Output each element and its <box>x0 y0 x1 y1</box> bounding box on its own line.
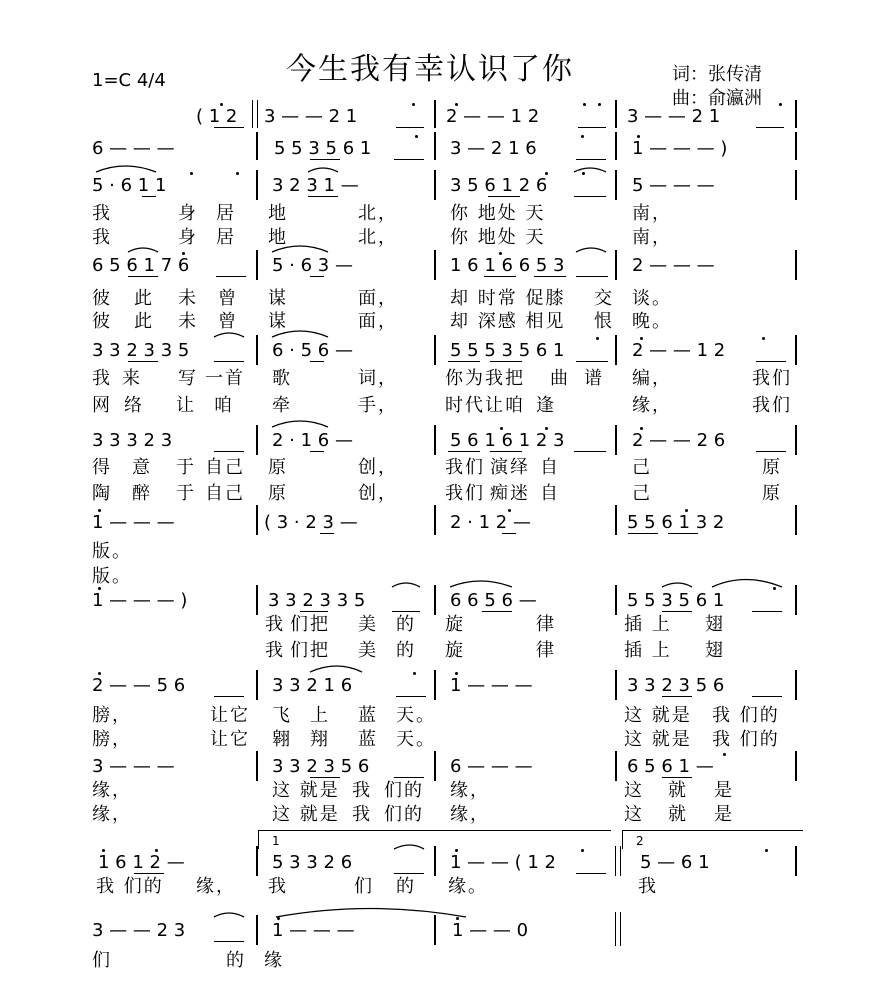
slur <box>272 331 328 337</box>
notes-s5-m3: 5 5 5 3 5 6 1 <box>450 340 565 361</box>
lyric: 律 <box>536 614 556 635</box>
lyric: 谱 <box>584 368 604 389</box>
lyric: 面， <box>358 311 398 332</box>
lyric: 你 地处 天 <box>450 203 546 224</box>
composer-credit: 曲：俞瀛洲 <box>672 88 762 109</box>
lyric: 自 <box>540 483 560 504</box>
notes-s6-m2: 2 · 1 6 — <box>272 430 353 451</box>
lyric: 未 <box>178 311 198 332</box>
notes-s5-m4: 2 — — 1 2 <box>632 340 726 361</box>
lyric: 我们 <box>752 395 792 416</box>
notes-s1-m3: 3 — — 2 1 <box>627 106 721 127</box>
notes-s6-m4: 2 — — 2 6 <box>632 430 726 451</box>
lyric: 的 <box>396 876 416 897</box>
lyric: 来 <box>122 368 142 389</box>
lyric: 身 <box>178 227 198 248</box>
lyric: 原 <box>268 483 288 504</box>
notes-s7-m2: ( 3 · 2 3 — <box>264 512 358 533</box>
notes-s10-m4: 6 5 6 1 — <box>627 756 714 777</box>
lyric: 这 <box>624 804 644 825</box>
lyric: 旋 <box>445 640 465 661</box>
notes-s2-m4: 1 — — — ) <box>632 138 728 159</box>
lyric: 我 <box>638 876 658 897</box>
lyric: 北， <box>358 227 398 248</box>
lyric: 我 们的 <box>712 729 780 750</box>
slur <box>712 580 782 588</box>
lyric: 我 <box>352 780 372 801</box>
lyric: 歌 <box>272 368 292 389</box>
lyric: 们 <box>354 876 374 897</box>
lyric: 写 <box>178 368 198 389</box>
notes-s6-m1: 3 3 3 2 3 <box>92 430 173 451</box>
lyric: 逢 <box>536 395 556 416</box>
notes-s12-m1: 3 — — 2 3 <box>92 920 186 941</box>
slur <box>214 333 244 337</box>
lyric: 痴迷 <box>490 483 530 504</box>
lyric: 一首 <box>205 368 245 389</box>
notes-s10-m1: 3 — — — <box>92 756 175 777</box>
slur <box>276 909 466 918</box>
lyric: 上 <box>310 705 330 726</box>
lyric: 谋 <box>268 311 288 332</box>
lyric: 翅 <box>705 614 725 635</box>
lyric: 居 <box>216 227 236 248</box>
lyric: 演绎 <box>490 457 530 478</box>
slur <box>576 248 606 252</box>
lyric: 就 <box>668 780 688 801</box>
notes-s11-m1: 1 6 1 2 — <box>98 852 185 873</box>
key-signature: 1=C 4/4 <box>92 70 166 91</box>
notes-s11-m3: 1 — — ( 1 2 <box>450 852 556 873</box>
notes-s10-m2: 3 3 2 3 5 6 <box>272 756 370 777</box>
lyric: 创， <box>358 483 398 504</box>
lyric: 蓝 <box>358 729 378 750</box>
lyric: 己 <box>632 483 652 504</box>
lyric: 咱 <box>214 395 234 416</box>
notes-s4-m3: 1 6 1 6 6 5 3 <box>450 255 565 276</box>
notes-s3-m4: 5 — — — <box>632 175 715 196</box>
notes-s6-m3: 5 6 1 6 1 2 3 <box>450 430 565 451</box>
song-title: 今生我有幸认识了你 <box>286 52 574 87</box>
lyric: 就 <box>668 804 688 825</box>
lyric: 旋 <box>445 614 465 635</box>
lyric: 地 <box>268 227 288 248</box>
lyric: 让它 <box>210 729 250 750</box>
lyric: 居 <box>216 203 236 224</box>
lyric: 手， <box>358 395 398 416</box>
notes-s2-m1: 6 — — — <box>92 138 175 159</box>
lyric: 我 <box>352 804 372 825</box>
lyric: 缘， <box>450 780 490 801</box>
lyric: 南， <box>632 227 672 248</box>
lyric: 原 <box>762 457 782 478</box>
lyric: 原 <box>268 457 288 478</box>
lyric: 们的 <box>384 780 424 801</box>
lyric: 我 <box>92 227 112 248</box>
notes-s9-m2: 3 3 2 1 6 <box>272 675 353 696</box>
lyric: 我 <box>265 640 285 661</box>
lyric: 翔 <box>310 729 330 750</box>
lyric: 你 地处 天 <box>450 227 546 248</box>
second-ending-number: 2 <box>636 834 644 848</box>
notes-s8-m1: 1 — — — ) <box>92 590 188 611</box>
lyric: 缘， <box>196 876 236 897</box>
lyric: 飞 <box>272 705 292 726</box>
lyric: 让 <box>176 395 196 416</box>
lyric: 版。 <box>92 566 132 587</box>
lyric: 这 就是 <box>272 804 340 825</box>
first-ending-number: 1 <box>272 834 280 848</box>
lyric: 身 <box>178 203 198 224</box>
lyric: 们把 <box>290 614 330 635</box>
lyric: 缘。 <box>448 876 488 897</box>
notes-s5-m1: 3 3 2 3 3 5 <box>92 340 190 361</box>
lyric: 们把 <box>290 640 330 661</box>
lyric: 我 们的 <box>712 705 780 726</box>
slur <box>308 168 338 172</box>
notes-s5-m2: 6 · 5 6 — <box>272 340 353 361</box>
notes-s4-m2: 5 · 6 3 — <box>272 255 353 276</box>
notes-s11-m2: 5 3 3 2 6 <box>272 852 353 873</box>
lyric: 编， <box>632 368 672 389</box>
lyric: 曲 <box>550 368 570 389</box>
lyric: 自己 <box>205 483 245 504</box>
lyric: 翱 <box>272 729 292 750</box>
lyric: 醉 <box>132 483 152 504</box>
lyric: 未 <box>178 288 198 309</box>
slur <box>450 581 512 587</box>
lyric: 我 <box>92 203 112 224</box>
lyric: 你为我把 <box>445 368 525 389</box>
notes-s11-m4: 5 — 6 1 <box>640 852 710 873</box>
slur <box>662 583 692 587</box>
lyric: 膀， <box>92 705 132 726</box>
lyric: 这 <box>624 780 644 801</box>
lyric: 我 们的 <box>96 876 164 897</box>
lyric: 得 <box>92 457 112 478</box>
notes-s1-intro: ( 1 2 <box>196 106 238 127</box>
lyric: 北， <box>358 203 398 224</box>
lyric: 缘， <box>92 804 132 825</box>
lyric: 是 <box>714 804 734 825</box>
slur <box>392 583 420 587</box>
lyric: 我 <box>92 368 112 389</box>
notes-s2-m3: 3 — 2 1 6 <box>450 138 537 159</box>
lyric: 蓝 <box>358 705 378 726</box>
lyric: 美 <box>358 640 378 661</box>
lyric: 却 深感 相见 <box>450 311 566 332</box>
lyric: 缘， <box>450 804 490 825</box>
lyric: 缘， <box>632 395 672 416</box>
lyric: 我们 <box>445 483 485 504</box>
lyric: 这 就是 <box>624 705 692 726</box>
lyric: 曾 <box>218 311 238 332</box>
notes-s3-m3: 3 5 6 1 2 6 <box>450 175 548 196</box>
notes-s12-m3: 1 — — 0 <box>452 920 529 941</box>
notes-s9-m1: 2 — — 5 6 <box>92 675 186 696</box>
notes-s3-m1: 5 · 6 1 1 <box>92 175 167 196</box>
lyric: 络 <box>124 395 144 416</box>
lyric: 创， <box>358 457 398 478</box>
lyric: 天。 <box>396 729 436 750</box>
lyric: 插 上 <box>624 614 672 635</box>
lyric: 原 <box>762 483 782 504</box>
lyric: 让它 <box>210 705 250 726</box>
lyric: 美 <box>358 614 378 635</box>
lyric: 自 <box>540 457 560 478</box>
lyric: 的 <box>396 640 416 661</box>
lyric: 于 <box>176 483 196 504</box>
lyric: 牵 <box>272 395 292 416</box>
lyric: 陶 <box>92 483 112 504</box>
lyric: 于 <box>176 457 196 478</box>
lyric: 网 <box>92 395 112 416</box>
slur <box>574 168 606 172</box>
lyric: 谋 <box>268 288 288 309</box>
lyric: 南， <box>632 203 672 224</box>
lyric: 自己 <box>205 457 245 478</box>
notes-s12-m2: 1 — — — <box>272 920 355 941</box>
lyric: 们 <box>92 950 112 971</box>
notes-s1-m1: 3 — — 2 1 <box>264 106 358 127</box>
notes-s3-m2: 3 2 3 1 — <box>272 175 359 196</box>
lyric: 版。 <box>92 541 132 562</box>
notes-s8-m3: 6 6 5 6 — <box>450 590 537 611</box>
lyric: 我们 <box>445 457 485 478</box>
lyric: 我们 <box>752 368 792 389</box>
lyric: 天。 <box>396 705 436 726</box>
lyric: 律 <box>536 640 556 661</box>
notes-s8-m4: 5 5 3 5 6 1 <box>627 590 725 611</box>
lyric: 此 <box>134 288 154 309</box>
lyric: 彼 <box>92 311 112 332</box>
notes-s4-m4: 2 — — — <box>632 255 715 276</box>
slur <box>128 248 158 252</box>
lyric: 我 <box>265 614 285 635</box>
notes-s7-m1: 1 — — — <box>92 512 175 533</box>
lyric: 这 就是 <box>272 780 340 801</box>
lyric: 我 <box>268 876 288 897</box>
lyric: 这 就是 <box>624 729 692 750</box>
notes-s7-m4: 5 5 6 1 3 2 <box>627 512 725 533</box>
notes-s9-m4: 3 3 2 3 5 6 <box>627 675 725 696</box>
lyric: 恨 <box>594 311 614 332</box>
lyric: 此 <box>134 311 154 332</box>
lyric: 膀， <box>92 729 132 750</box>
lyric: 面， <box>358 288 398 309</box>
lyric: 曾 <box>218 288 238 309</box>
lyric: 们的 <box>384 804 424 825</box>
lyric: 缘 <box>264 950 284 971</box>
slur <box>272 246 328 252</box>
lyric: 己 <box>632 457 652 478</box>
lyric: 彼 <box>92 288 112 309</box>
lyric: 是 <box>714 780 734 801</box>
lyric: 缘， <box>92 780 132 801</box>
notes-s10-m3: 6 — — — <box>450 756 533 777</box>
lyric: 却 时常 促膝 <box>450 288 566 309</box>
lyric: 插 上 <box>624 640 672 661</box>
lyric: 谈。 <box>632 288 672 309</box>
slur <box>96 166 156 172</box>
lyric: 意 <box>132 457 152 478</box>
notes-s1-m2: 2 — — 1 2 <box>446 106 540 127</box>
lyric: 晚。 <box>632 311 672 332</box>
notes-s4-m1: 6 5 6 1 7 6 <box>92 255 190 276</box>
lyric: 的 <box>396 614 416 635</box>
lyric: 时代让咱 <box>445 395 525 416</box>
slur <box>272 421 328 427</box>
slur <box>394 845 424 849</box>
lyric: 翅 <box>705 640 725 661</box>
slur <box>214 913 244 917</box>
lyric: 地 <box>268 203 288 224</box>
lyric: 的 <box>226 950 246 971</box>
slur <box>310 666 362 672</box>
notes-s9-m3: 1 — — — <box>450 675 533 696</box>
notes-s7-m3: 2 · 1 2 — <box>450 512 531 533</box>
lyricist-credit: 词：张传清 <box>672 64 762 85</box>
notes-s8-m2: 3 3 2 3 3 5 <box>268 590 366 611</box>
lyric: 词， <box>358 368 398 389</box>
lyric: 交 <box>594 288 614 309</box>
notes-s2-m2: 5 5 3 5 6 1 <box>274 138 372 159</box>
